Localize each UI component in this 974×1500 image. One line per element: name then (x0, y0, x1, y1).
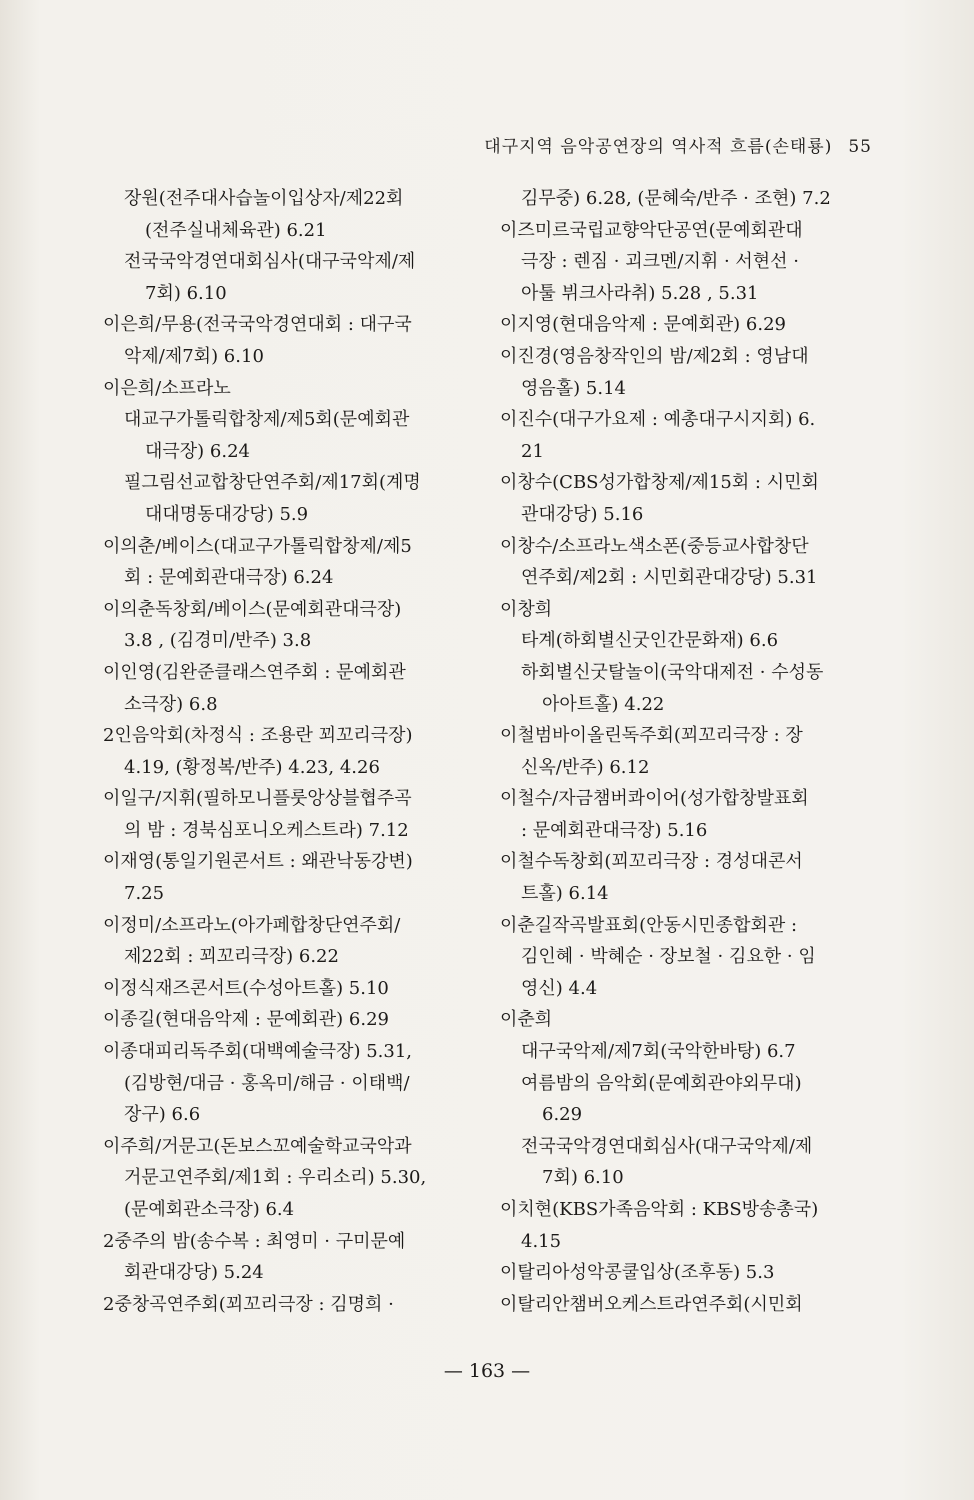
index-line: 의 밤 : 경북심포니오케스트라) 7.12 (124, 819, 409, 841)
index-line: 장원(전주대사습놀이입상자/제22회 (124, 188, 404, 209)
index-line: : 문예회관대극장) 5.16 (521, 819, 708, 841)
index-line: 아아트홀) 4.22 (542, 693, 665, 715)
index-line: 이진경(영음창작인의 밤/제2회 : 영남대 (500, 345, 809, 367)
index-line: 4.19, (황정복/반주) 4.23, 4.26 (124, 756, 380, 778)
index-line: 이철수독창회(꾀꼬리극장 : 경성대콘서 (500, 851, 803, 873)
index-line: 2인음악회(차정식 : 조용란 꾀꼬리극장) (103, 725, 413, 747)
index-line: 악제/제7회) 6.10 (124, 345, 264, 367)
index-line: 이치현(KBS가족음악회 : KBS방송총국) (500, 1199, 819, 1220)
index-line: 대대명동대강당) 5.9 (145, 503, 309, 525)
index-line: 거문고연주회/제1회 : 우리소리) 5.30, (124, 1167, 427, 1189)
index-line: 이정식재즈콘서트(수성아트홀) 5.10 (103, 977, 389, 999)
index-line: 21 (521, 440, 544, 462)
index-line: 김무중) 6.28, (문혜숙/반주 · 조현) 7.2 (521, 188, 831, 209)
index-line: 트홀) 6.14 (521, 883, 609, 905)
index-line: 7.25 (124, 883, 165, 905)
index-line: 이지영(현대음악제 : 문예회관) 6.29 (500, 314, 787, 336)
index-line: 이은희/무용(전국국악경연대회 : 대구국 (103, 314, 412, 336)
index-line: 이일구/지휘(필하모니플룻앙상블협주곡 (103, 788, 412, 810)
index-line: 필그림선교합창단연주회/제17회(계명 (124, 472, 421, 494)
index-line: 이탈리아성악콩쿨입상(조후동) 5.3 (500, 1262, 775, 1284)
index-line: 여름밤의 음악회(문예회관야외무대) (521, 1072, 802, 1094)
index-line: 이춘희 (500, 1009, 553, 1031)
index-line: 이창희 (500, 598, 553, 620)
index-line: 2중창곡연주회(꾀꼬리극장 : 김명희 · (103, 1293, 394, 1315)
header-title: 대구지역 음악공연장의 역사적 흐름(손태룡) (484, 137, 833, 157)
index-line: 소극장) 6.8 (124, 693, 218, 715)
header-page-number: 55 (848, 137, 872, 157)
index-line: 2중주의 밤(송수복 : 최영미 · 구미문예 (103, 1230, 406, 1252)
index-line: 4.15 (521, 1230, 562, 1252)
index-line: 관대강당) 5.16 (521, 503, 644, 525)
index-line: 장구) 6.6 (124, 1104, 201, 1126)
index-line: 6.29 (542, 1104, 583, 1126)
index-line: 이즈미르국립교향악단공연(문예회관대 (500, 219, 803, 241)
index-line: 이주희/거문고(돈보스꼬예술학교국악과 (103, 1135, 412, 1157)
index-line: 이은희/소프라노 (103, 377, 231, 399)
index-line: 7회) 6.10 (145, 282, 227, 304)
index-line: 이정미/소프라노(아가페합창단연주회/ (103, 914, 401, 936)
index-line: 영신) 4.4 (521, 977, 598, 999)
index-line: 이재영(통일기원콘서트 : 왜관낙동강변) (103, 851, 413, 873)
index-line: 이철수/자금챔버콰이어(성가합창발표회 (500, 788, 809, 810)
index-line: 이인영(김완준클래스연주회 : 문예회관 (103, 661, 406, 683)
index-line: (김방현/대금 · 홍옥미/해금 · 이태백/ (124, 1072, 410, 1094)
index-line: 아툴 뷔크사라취) 5.28 , 5.31 (521, 282, 759, 304)
index-line: 3.8 , (김경미/반주) 3.8 (124, 630, 312, 652)
index-line: 타계(하회별신굿인간문화재) 6.6 (521, 630, 779, 652)
index-line: 이종길(현대음악제 : 문예회관) 6.29 (103, 1009, 390, 1031)
right-column (500, 183, 874, 1320)
index-line: 대극장) 6.24 (145, 440, 250, 462)
running-header (392, 132, 872, 160)
index-line: 회 : 문예회관대극장) 6.24 (124, 567, 334, 589)
index-line: 이종대피리독주회(대백예술극장) 5.31, (103, 1041, 412, 1063)
index-line: 이탈리안챔버오케스트라연주회(시민회 (500, 1293, 803, 1315)
index-line: 이의춘독창회/베이스(문예회관대극장) (103, 598, 402, 620)
index-line: 영음홀) 5.14 (521, 377, 626, 399)
index-line: 이진수(대구가요제 : 예총대구시지회) 6. (500, 409, 816, 431)
index-line: 제22회 : 꾀꼬리극장) 6.22 (124, 946, 339, 968)
index-line: 대교구가톨릭합창제/제5회(문예회관 (124, 409, 410, 431)
index-line: 전국국악경연대회심사(대구국악제/제 (124, 251, 416, 273)
index-line: 전국국악경연대회심사(대구국악제/제 (521, 1135, 813, 1157)
index-line: 극장 : 렌짐 · 괴크멘/지휘 · 서현선 · (521, 251, 800, 273)
index-line: 김인혜 · 박혜순 · 장보철 · 김요한 · 임 (521, 946, 816, 968)
index-line: 회관대강당) 5.24 (124, 1262, 264, 1284)
page-folio: — 163 — (443, 1360, 531, 1382)
index-line: 하회별신굿탈놀이(국악대제전 · 수성동 (521, 661, 824, 683)
left-column (103, 183, 481, 1320)
index-line: 이춘길작곡발표회(안동시민종합회관 : (500, 914, 798, 936)
index-line: 신옥/반주) 6.12 (521, 756, 650, 778)
index-line: (문예회관소극장) 6.4 (124, 1199, 295, 1220)
index-line: 대구국악제/제7회(국악한바탕) 6.7 (521, 1041, 796, 1063)
index-line: 7회) 6.10 (542, 1167, 624, 1189)
index-line: 이철범바이올린독주회(꾀꼬리극장 : 장 (500, 725, 803, 747)
index-line: (전주실내체육관) 6.21 (145, 219, 327, 241)
index-line: 이의춘/베이스(대교구가톨릭합창제/제5 (103, 535, 412, 557)
index-line: 이창수(CBS성가합창제/제15회 : 시민회 (500, 472, 819, 494)
index-line: 연주회/제2회 : 시민회관대강당) 5.31 (521, 567, 818, 589)
index-line: 이창수/소프라노색소폰(중등교사합창단 (500, 535, 809, 557)
